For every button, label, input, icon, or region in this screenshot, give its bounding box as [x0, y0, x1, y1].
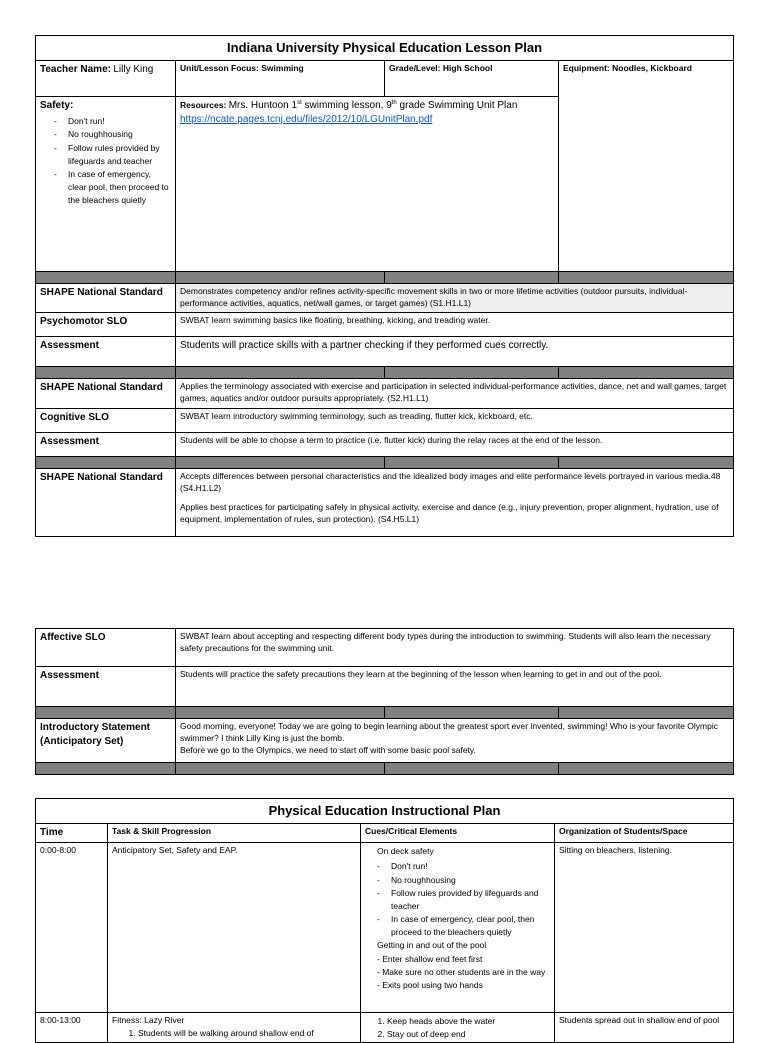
safety-list: [40, 115, 171, 207]
row-text: Students will be able to choose a term to practice (i.e. flutter kick) during the relay races at the end of the lesson.: [176, 432, 734, 456]
row-label: SHAPE National Standard: [36, 378, 176, 408]
safety-label: Safety:: [40, 100, 74, 112]
equipment-label: Equipment:: [563, 63, 610, 74]
row-text-2: Applies best practices for participating safely in physical activity, exercise and dance (e.g., injury prevention, proper alignment, hydration, use of equipment, implementation of rules, sun protection). (S4.H5.L1): [180, 501, 719, 524]
divider-row: [36, 366, 734, 378]
grade-label: Grade/Level:: [389, 63, 441, 74]
row-text-block: [176, 719, 734, 763]
lesson-plan-title: Indiana University Physical Education Lesson Plan: [36, 36, 734, 61]
list-item: 1. Keep heads above the water: [387, 1015, 550, 1027]
instructional-plan-table: [35, 798, 734, 1043]
row-text: Accepts differences between personal characteristics and the idealized body images and elite performance levels portrayed in various media.48 (S4.H1.L2): [180, 470, 721, 493]
cue-head: On deck safety: [377, 846, 434, 857]
row-text: Students will practice the safety precautions they learn at the beginning of the lesson when learning to get in and out of the pool.: [176, 667, 734, 707]
list-item: - In case of emergency, clear pool, then proceed to the bleachers quietly: [54, 168, 171, 208]
row2-cue-list: [365, 1015, 550, 1040]
row-text-block: [176, 468, 734, 536]
resources-sup-1: st: [297, 100, 302, 107]
row-text-2: Before we go to the Olympics, we need to start off with some basic pool safety.: [180, 744, 476, 755]
row2-cues-cell: [361, 1013, 555, 1043]
divider-row: [36, 763, 734, 775]
equipment-value: Noodles, Kickboard: [612, 63, 692, 74]
row-label: Introductory Statement (Anticipatory Set): [36, 719, 176, 763]
resources-label: Resources:: [180, 100, 227, 111]
resources-text-2: swimming lesson, 9: [301, 100, 392, 112]
row-text: SWBAT learn swimming basics like floating, breathing, kicking, and treading water.: [176, 312, 734, 336]
row1-cues: [361, 843, 555, 1013]
teacher-label: Teacher Name:: [40, 64, 111, 76]
resources-text-3: grade Swimming Unit Plan: [396, 100, 518, 112]
list-item: - Follow rules provided by lifeguards and teacher: [377, 887, 550, 913]
cue-sub-head: Getting in and out of the pool: [377, 940, 487, 951]
row-text: Demonstrates competency and/or refines activity-specific movement skills in two or more lifetime activities (outdoor pursuits, individual-performance activities, aquatics, net/wall games, or target games) (S1.H1.L1): [176, 284, 734, 313]
header-time: Time: [36, 824, 108, 843]
row-text: Applies the terminology associated with exercise and participation in selected individual-performance activities, dance, net and wall games, target games, aquatics and/or outdoor pursuits appropriately. (S2.H1.L1): [176, 378, 734, 408]
header-task: Task & Skill Progression: [108, 824, 361, 843]
teacher-value: Lilly King: [113, 64, 154, 76]
instructional-plan-title: Physical Education Instructional Plan: [36, 799, 734, 824]
resources-link[interactable]: https://ncate.pages.tcnj.edu/files/2012/10/LGUnitPlan.pdf: [180, 114, 433, 126]
teacher-name-cell: [36, 61, 176, 97]
row-text: Students will practice skills with a partner checking if they performed cues correctly.: [176, 336, 734, 366]
row-label: Cognitive SLO: [36, 408, 176, 432]
list-item: - In case of emergency, clear pool, then proceed to the bleachers quietly: [377, 913, 550, 939]
row-label: SHAPE National Standard: [36, 468, 176, 536]
affective-table: [35, 628, 734, 775]
list-item: - Make sure no other students are in the way: [377, 966, 546, 977]
list-item: - No roughhousing: [377, 874, 550, 887]
unit-value: Swimming: [261, 63, 304, 74]
row-label: SHAPE National Standard: [36, 284, 176, 313]
row2-time: 8:00-13:00: [36, 1013, 108, 1043]
list-item: - No roughhousing: [54, 128, 171, 141]
unit-focus-cell: [176, 61, 385, 97]
list-item: - Don't run!: [377, 860, 550, 873]
row1-task: Anticipatory Set, Safety and EAP.: [108, 843, 361, 1013]
lesson-plan-table: [35, 35, 734, 537]
row1-time: 0:00-8:00: [36, 843, 108, 1013]
grade-value: High School: [442, 63, 493, 74]
row-text: SWBAT learn introductory swimming terminology, such as treading, flutter kick, kickboard, etc.: [176, 408, 734, 432]
unit-label: Unit/Lesson Focus:: [180, 63, 259, 74]
cue-list: [377, 860, 550, 939]
resources-sup-2: th: [391, 100, 397, 107]
header-cues: Cues/Critical Elements: [361, 824, 555, 843]
row-label: Assessment: [36, 336, 176, 366]
equipment-cell: [559, 61, 734, 272]
list-item: - Exits pool using two hands: [377, 979, 483, 990]
grade-level-cell: [385, 61, 559, 97]
header-organization: Organization of Students/Space: [555, 824, 734, 843]
row1-organization: Sitting on bleachers, listening.: [555, 843, 734, 1013]
row-label: Assessment: [36, 432, 176, 456]
divider-row: [36, 456, 734, 468]
list-item: 2. Stay out of deep end: [387, 1028, 550, 1040]
row2-task: Fitness: Lazy River: [112, 1015, 185, 1026]
row-label: Assessment: [36, 667, 176, 707]
row-label: Affective SLO: [36, 629, 176, 667]
list-item: 1. Students will be walking around shallow end of: [138, 1027, 356, 1039]
list-item: - Don't run!: [54, 115, 171, 128]
divider-row: [36, 707, 734, 719]
row-text: SWBAT learn about accepting and respecting different body types during the introduction to swimming. Students will also learn the necessary safety precautions for the swimming unit.: [176, 629, 734, 667]
row-text: Good morning, everyone! Today we are going to begin learning about the greatest sport ever invented, swimming! Who is your favorite Olympic swimmer? I think Lilly King is just the bomb.: [180, 721, 718, 743]
row2-organization: Students spread out in shallow end of pool: [555, 1013, 734, 1043]
resources-cell: [176, 97, 559, 272]
row2-task-list: [112, 1027, 356, 1039]
safety-cell: [36, 97, 176, 272]
row-label: Psychomotor SLO: [36, 312, 176, 336]
divider-row: [36, 272, 734, 284]
resources-text-1: Mrs. Huntoon 1: [228, 100, 298, 112]
row2-task-cell: [108, 1013, 361, 1043]
list-item: - Follow rules provided by lifeguards and teacher: [54, 142, 171, 168]
list-item: - Enter shallow end feet first: [377, 953, 483, 964]
